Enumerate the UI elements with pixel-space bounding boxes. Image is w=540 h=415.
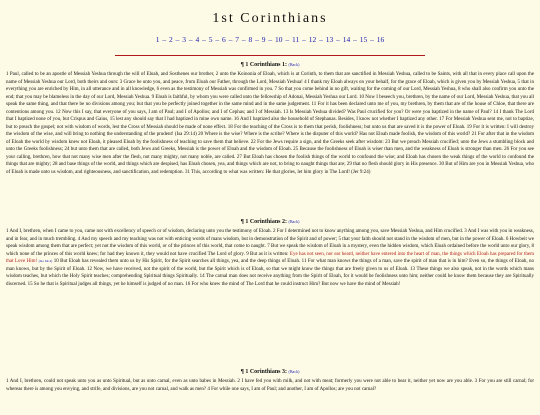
chapter-link-2[interactable]: 2 — [169, 35, 173, 44]
verse-text: 1 And I, brethren, when I came to you, came not with excellency of speech or of wisdom, declaring unto you the testimony of Eloah. 2 For I determined not to know anything among you, save Messiah Yeshua, and Him crucified. 3 And I was with you in weakness, and in fear, and in much trembling. 4 And my speech and my teaching was not with enticing words of mans wisdom, but in demonstration of the Spirit and of power; 5 that your faith should not stand in the wisdom of men, but in the power of Eloah. 6 Howbeit we speak wisdom among them that are perfect; yet not the wisdom of this world, or of the princes of this world, that come to naught. 7 But we speak the wisdom of Eloah in a mystery, even the hidden wisdom, which Eloah ordained before the world unto our glory, 8 which none of the princes of this world knew; for had they known it, they would not have crucified The Lord of glory. 9 But as it is written: — [6, 229, 534, 257]
separator: – — [252, 35, 262, 44]
chapter-heading-3 — [6, 367, 534, 376]
back-link[interactable]: (Back) — [288, 219, 300, 224]
chapter-link-10[interactable]: 10 — [275, 35, 283, 44]
chapter-heading-label: ¶ 1 Corinthians 2: — [240, 219, 288, 225]
separator: – — [265, 35, 275, 44]
main-content — [0, 60, 540, 394]
chapter-link-11[interactable]: 11 — [292, 35, 300, 44]
chapter-link-4[interactable]: 4 — [195, 35, 200, 44]
separator: – — [199, 35, 209, 44]
chapter-link-12[interactable]: 12 — [308, 35, 317, 44]
separator: – — [316, 35, 326, 44]
chapter-heading-label: ¶ 1 Corinthians 1: — [240, 62, 288, 68]
separator: – — [239, 35, 249, 44]
back-link[interactable]: (Back) — [288, 369, 300, 374]
chapter-link-13[interactable]: 13 — [325, 35, 334, 44]
chapter-link-3[interactable]: 3 — [182, 35, 186, 44]
chapter-text-2 — [6, 228, 534, 363]
separator: – — [299, 35, 309, 44]
quoted-scripture: Eye has not seen, nor ear heard, neither have entered into the heart of man, the things which Eloah has prepared for them that Love Him! — [6, 251, 534, 264]
chapter-link-6[interactable]: 6 — [222, 35, 226, 44]
divider — [115, 55, 425, 56]
separator: – — [282, 35, 292, 44]
chapter-link-14[interactable]: 14 — [342, 35, 351, 44]
chapter-heading-label: ¶ 1 Corinthians 3: — [240, 369, 288, 375]
verse-text: 10 But Eloah has revealed them unto us by His Spirit, for the Spirit searches all things, yea, and the deep things of Eloah. 11 For what man knows the things of a man, save the spirit of man that is in him? Even so, the things of Eloah, no man knows, but by the Spirit of Eloah. 12 Now, we have received, not the spirit of the world, but the Spirit which is of Eloah, so that we might know the things that are freely given to us of Eloah. 13 These things we also speak, not in the words which mans wisdom teaches, but which the Holy Spirit teaches; comprehending Spiritual things Spiritually. 14 The carnal man does not receive anything from the Spirit of Eloah, for it would be foolishness unto him; neither could he know them because they are Spiritually discerned. 15 So he that is Spiritual judges all things, yet he himself is judged of no man. 16 For who knew the mind of The Lord that he could instruct Him? But now we have the mind of Messiah! — [6, 259, 534, 287]
separator: – — [172, 35, 183, 44]
separator: – — [367, 35, 377, 44]
chapter-link-8[interactable]: 8 — [248, 35, 253, 44]
chapter-link-5[interactable]: 5 — [208, 35, 213, 44]
chapter-link-9[interactable]: 9 — [261, 35, 266, 44]
chapter-text-3: 1 And I, brethren, could not speak unto you as unto Spiritual, but as unto carnal, even as unto babes in Messiah. 2 I have fed you with milk, and not with meat; formerly you were not able to bear it, neither yet now are you able. 3 For you are still carnal; for whereas there is among you envying, and strife, and divisions, are you not carnal, and walk as men? 4 For while one says, I am of Paul; and another, I am of Apollos; are you not carnal? — [6, 379, 534, 392]
chapter-link-7[interactable]: 7 — [235, 35, 239, 44]
chapter-heading-2 — [6, 217, 534, 226]
chapter-link-15[interactable]: 15 — [359, 35, 368, 44]
chapter-nav — [0, 34, 540, 46]
separator: – — [333, 35, 343, 44]
separator: – — [159, 35, 169, 44]
separator: – — [225, 35, 236, 44]
separator: – — [212, 35, 222, 44]
chapter-link-16[interactable]: 16 — [376, 35, 385, 44]
chapter-link-1[interactable]: 1 — [155, 35, 160, 44]
reference-link[interactable]: (Isa 64:4) — [38, 259, 53, 263]
back-link[interactable]: (Back) — [288, 62, 300, 67]
page-title: 1st Corinthians — [212, 11, 328, 26]
chapter-text-1: 1 Paul, called to be an apostle of Messiah Yeshua through the will of Eloah, and Sosthenes our brother, 2 unto the Koinonia of Eloah, which is at Corinth, to them that are sanctified in Messiah Yeshua, called to be Saints, with all that in every place call upon the name of Messiah Yeshua our Lord, both theirs and ours: 3 Grace be unto you, and peace, from Eloah our Father, through the Lord, Messiah Yeshua! 4 I thank my Eloah always on your behalf, for the grace of Eloah, which is given you by Messiah Yeshua, 5 that in everything you are enriched by Him, in all utterance and in all knowledge, 6 even as the testimony of Messiah was confirmed in you. 7 So that you come behind in no gift, waiting for the coming of our Lord, Messiah Yeshua, 8 who shall also confirm you unto the end; that you may be blameless in the day of our Lord, Messiah Yeshua. 9 Eloah is faithful, by whom you were called unto the fellowship of Adonai, Messiah Yeshua our Lord. 10 Now I beseech you, brethren, by the name of our Lord, Messiah Yeshua, that you all speak the same thing, and that there be no divisions among you; but that you be perfectly joined together in the same mind and in the same judgement. 11 For it has been declared unto me of you, my brethren, by them that are of the house of Chloe, that there are contentions among you. 12 Now this I say, that everyone of you says, I am of Paul; and I of Apollos; and I of Cephas; and I of Messiah. 13 Is Messiah Yeshua divided? Was Paul crucified for you? Or were you baptized in the name of Paul? 14 I thank The Lord that I baptized none of you, but Crispus and Gaius, 15 lest any should say that I had baptized in mine own name. 16 And I baptized also the household of Stephanas. Besides, I know not whether I baptized any other. 17 For Messiah Yeshua sent me, not to baptize, but to preach the gospel; not with wisdom of words, lest the Cross of Messiah should be made of none effect. 18 For the teaching of the Cross is to them that perish, foolishness; but unto us that are saved it is the power of Eloah. 19 For it is written: I will destroy the wisdom of the wise, and will bring to nothing the understanding of the prudent! (Isa 29:14) 20 Where is the wise? Where is the scribe? Where is the disputer of this world? Has not Eloah made foolish, the wisdom of this world? 21 For after that in the wisdom of Eloah the world by wisdom knew not Eloah, it pleased Eloah by the foolishness of teaching to save them that believe. 22 For the Jews require a sign, and the Greeks seek after wisdom: 23 But we preach Messiah crucified; unto the Jews a stumbling block and unto the Greeks foolishness; 24 but unto them that are called, both Jews and Greeks, Messiah is the power of Eloah and the wisdom of Eloah. 25 Because the foolishness of Eloah is wiser than men, and the weakness of Eloah is stronger than men. 26 For you see your calling, brethren, how that not many wise men after the flesh, not many mighty, not many noble, are called. 27 But Eloah has chosen the foolish things of the world to confound the wise; and Eloah has chosen the weak things of the world to confound the things that are mighty; 28 and base things of the world, and things which are despised, has Eloah chosen, yea, and things which are not, to bring to naught things that are; 29 that no flesh should glory in His presence. 30 But of Him are you in Messiah Yeshua, who of Eloah is made unto us wisdom, and righteousness, and sanctification, and redemption. 31 This, according to what was written: He that glories, let him glory in The Lord! (Jer 9:24) — [6, 72, 534, 175]
separator: – — [350, 35, 360, 44]
separator: – — [186, 35, 196, 44]
chapter-heading-1 — [6, 60, 534, 69]
